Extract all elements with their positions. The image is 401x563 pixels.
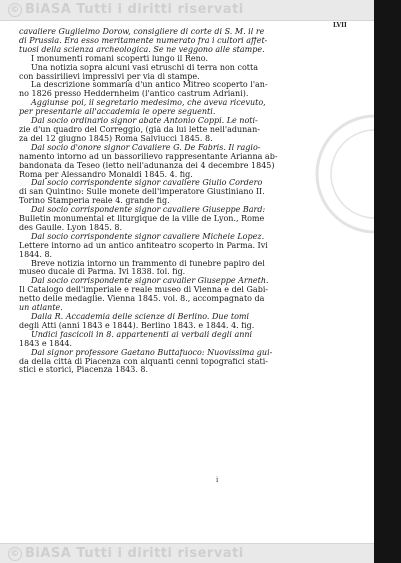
text-line: Dal socio corrispondente signor cavaliere Michele Lopez. [31, 232, 265, 241]
page-number: LVII [333, 22, 347, 29]
text-line: Bulletin monumental et liturgique de la ville de Lyon., Rome [19, 215, 265, 224]
text-line: des Gaulle. Lyon 1845. 8. [19, 223, 123, 232]
text-line: I monumenti romani scoperti lungo il Reno. [31, 54, 208, 63]
text-line: Dal signor professore Gaetano Buttafuoco: Nuovissima gui- [31, 348, 273, 357]
text-line: Dal socio d'onore signor Cavaliere G. De Fabris. Il ragio- [31, 143, 261, 152]
text-line: Dal socio corrispondente signor cavaliere Giulio Cordero [31, 179, 263, 188]
text-line: 1843 e 1844. [19, 339, 73, 348]
text-line: Lettere intorno ad un antico anfiteatro scoperto in Parma. Ivi [19, 241, 268, 250]
text-line: Dal socio ordinario signor abate Antonio Coppi. Le noti- [31, 117, 258, 126]
text-line: Undici fascicoli in 8. appartenenti ai verbali degli anni [31, 330, 253, 339]
text-line: zie d'un quadro del Correggio, (già da lui lette nell'adunan- [19, 125, 260, 134]
watermark-text-bottom: © BiASA Tutti i diritti riservati [8, 546, 244, 561]
text-line: netto delle medaglie. Vienna 1845. vol. 8., accompagnato da [19, 295, 265, 304]
text-line: 1844. 8. [19, 250, 53, 259]
text-line: Dal socio corrispondente signor cavaliere Giuseppe Bard: [31, 206, 266, 215]
signature-mark: i [216, 476, 219, 484]
watermark-banner-top [0, 0, 374, 21]
text-line: un atlante. [19, 304, 63, 313]
text-line: per presentarle all'accademia le opere seguenti. [19, 108, 216, 117]
text-line: museo ducale di Parma. Ivi 1838. fol. fig. [19, 268, 186, 277]
text-line: La descrizione sommaria d'un antico Mitreo scoperto l'an- [31, 81, 268, 90]
text-line: di san Quintino: Sulle monete dell'imperatore Giustiniano II. [19, 188, 265, 197]
text-line: di Prussia. Era esso meritamente numerato fra i cultori affet- [19, 36, 268, 45]
text-line: Roma per Alessandro Monaldi 1845. 4. fig. [19, 170, 193, 179]
text-line: bandonata da Teseo (letto nell'adunanza dei 4 decembre 1845) [19, 161, 275, 170]
text-line: degli Atti (anni 1843 e 1844). Berlino 1843. e 1844. 4. fig. [19, 321, 255, 330]
text-line: con bassirilievi impressivi per via di stampe. [19, 72, 200, 81]
scan-margin-dark [374, 0, 401, 563]
text-line: Una notizia sopra alcuni vasi etruschi di terra non cotta [31, 63, 258, 72]
text-line: Dalla R. Accademia delle scienze di Berlino. Due tomi [31, 313, 250, 321]
page-text-body [19, 28, 341, 375]
copyright-icon: © [8, 3, 22, 17]
text-line: Torino Stamperia reale 4. grande fig. [19, 197, 170, 206]
text-line: no 1826 presso Heddernheim (l'antico castrum Adriani). [19, 90, 249, 99]
text-line: Il Catalogo dell'imperiale e reale museo di Vienna e del Gabi- [19, 286, 269, 295]
text-line: Breve notizia intorno un frammento di funebre papiro del [31, 259, 265, 268]
text-line: za del 12 giugno 1845) Roma Salviucci 1845. 8. [19, 134, 213, 143]
text-line: Dal socio corrispondente signor cavalier Giuseppe Arneth. [31, 277, 269, 286]
text-line: Aggiunse poi, il segretario medesimo, che aveva ricevuto, [31, 99, 266, 108]
watermark-text-top: © BiASA Tutti i diritti riservati [8, 2, 244, 17]
text-line: da della città di Piacenza con alquanti cenni topografici stati- [19, 357, 268, 366]
watermark-banner-bottom [0, 543, 374, 563]
text-line: cavaliere Guglielmo Dorow, consigliere di corte di S. M. il re [19, 28, 265, 36]
text-line: stici e storici, Piacenza 1843. 8. [19, 366, 149, 375]
copyright-icon: © [8, 547, 22, 561]
text-line: tuosi della scienza archeologica. Se ne veggono alle stampe. [19, 45, 265, 54]
text-line: namento intorno ad un bassorilievo rappresentante Arianna ab- [19, 152, 278, 161]
